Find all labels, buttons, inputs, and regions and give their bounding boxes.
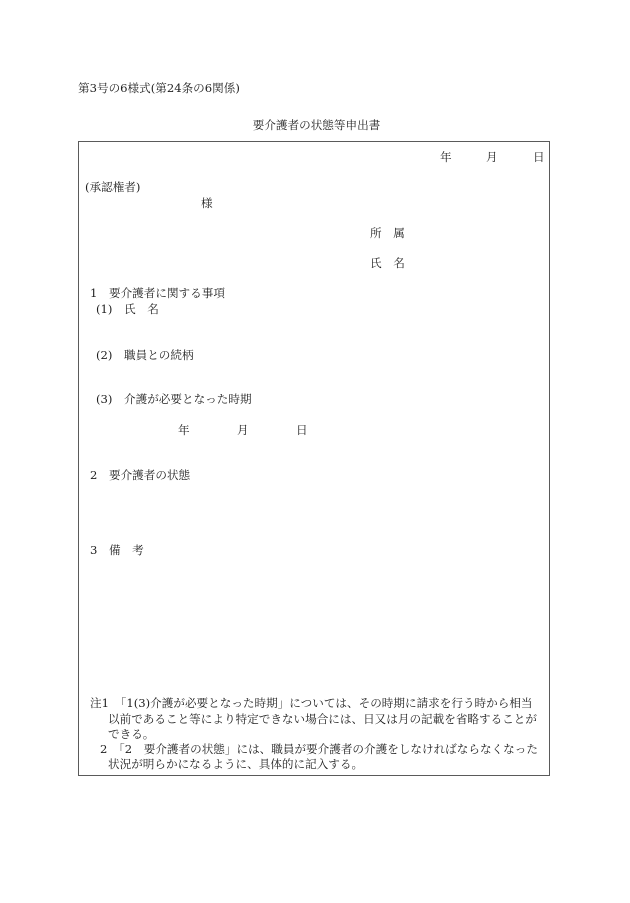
honorific: 様 <box>201 196 213 210</box>
section-3-heading: 3 備 考 <box>90 543 144 557</box>
care-start-year-label: 年 <box>178 423 190 437</box>
section-2-heading: 2 要介護者の状態 <box>90 468 191 482</box>
submission-year-label: 年 <box>440 150 452 164</box>
note-1-line: 注1 「1(3)介護が必要となった時期」については、その時期に請求を行う時から相当 <box>90 696 533 710</box>
applicant-name-label: 氏 名 <box>370 256 405 270</box>
relationship-label: (2) 職員との続柄 <box>96 348 194 362</box>
approver-label: (承認権者) <box>85 180 141 194</box>
submission-day-label: 日 <box>533 150 545 164</box>
note-1-line: 以前であること等により特定できない場合には、日又は月の記載を省略することが <box>108 712 537 726</box>
affiliation-label: 所 属 <box>370 226 405 240</box>
note-2-line: 2 「2 要介護者の状態」には、職員が要介護者の介護をしなければならなくなった <box>100 742 538 756</box>
note-1-line: できる。 <box>108 727 155 741</box>
form-number: 第3号の6様式(第24条の6関係) <box>78 81 240 95</box>
section-1-heading: 1 要介護者に関する事項 <box>90 286 225 300</box>
care-start-day-label: 日 <box>296 423 308 437</box>
note-2-line: 状況が明らかになるように、具体的に記入する。 <box>108 757 364 771</box>
form-title: 要介護者の状態等申出書 <box>252 118 381 132</box>
submission-month-label: 月 <box>486 150 498 164</box>
care-start-month-label: 月 <box>237 423 249 437</box>
form-frame <box>78 141 550 776</box>
care-start-period-label: (3) 介護が必要となった時期 <box>96 392 252 406</box>
care-recipient-name-label: (1) 氏 名 <box>96 302 159 316</box>
